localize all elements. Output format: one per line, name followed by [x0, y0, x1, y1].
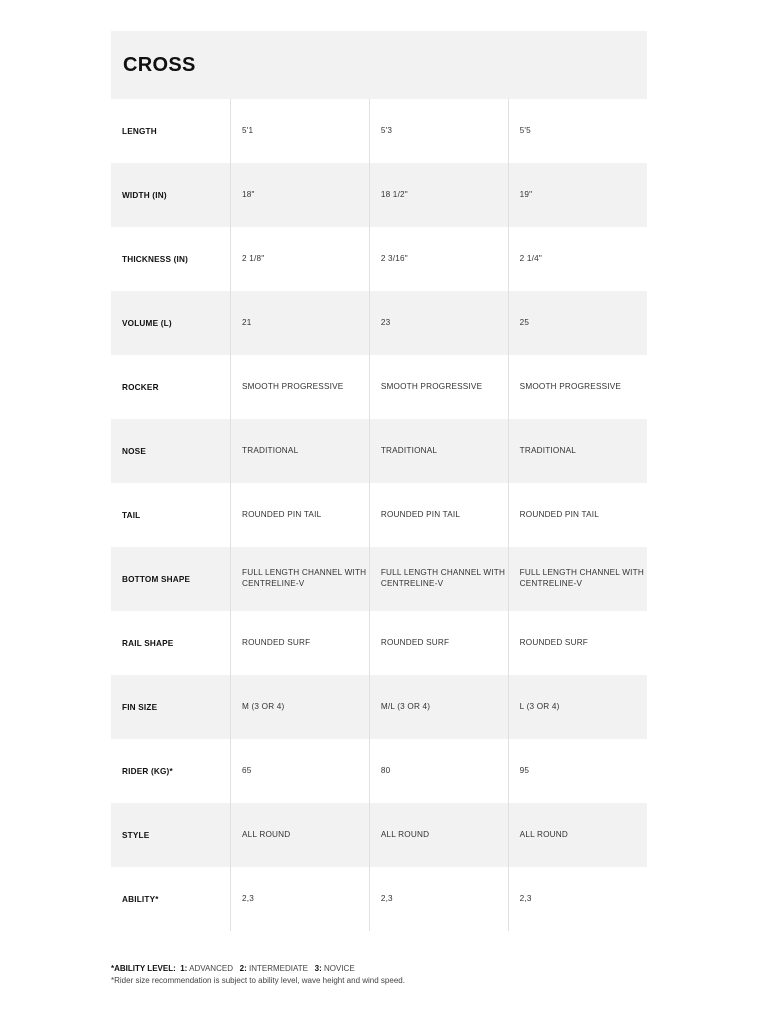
table-row	[111, 419, 647, 483]
spec-value: ALL ROUND	[231, 803, 370, 867]
table-row	[111, 291, 647, 355]
spec-value: 95	[508, 739, 647, 803]
table-row	[111, 803, 647, 867]
page-title: CROSS	[123, 53, 196, 76]
spec-sheet	[111, 31, 647, 931]
spec-value: SMOOTH PROGRESSIVE	[231, 355, 370, 419]
spec-label: TAIL	[122, 510, 141, 520]
spec-value: ROUNDED PIN TAIL	[231, 483, 370, 547]
spec-value: 23	[369, 291, 508, 355]
table-row	[111, 227, 647, 291]
table-row	[111, 739, 647, 803]
spec-value: 2 1/4"	[508, 227, 647, 291]
level-2-number: 2:	[239, 964, 247, 973]
table-row	[111, 675, 647, 739]
spec-label: ABILITY*	[122, 894, 159, 904]
spec-value: L (3 OR 4)	[508, 675, 647, 739]
table-row	[111, 163, 647, 227]
spec-value: 65	[231, 739, 370, 803]
header-band	[111, 31, 647, 99]
spec-value: TRADITIONAL	[508, 419, 647, 483]
spec-value: 5'1	[231, 99, 370, 163]
spec-value: ALL ROUND	[508, 803, 647, 867]
table-row	[111, 611, 647, 675]
spec-value: FULL LENGTH CHANNEL WITH CENTRELINE-V	[369, 547, 508, 611]
spec-value: ROUNDED SURF	[231, 611, 370, 675]
table-row	[111, 483, 647, 547]
spec-value: 2 3/16"	[369, 227, 508, 291]
rider-size-note: *Rider size recommendation is subject to ability level, wave height and wind speed.	[111, 976, 405, 986]
spec-label: RIDER (KG)*	[122, 766, 173, 776]
spec-value: 2 1/8"	[231, 227, 370, 291]
spec-label: LENGTH	[122, 126, 157, 136]
spec-label: NOSE	[111, 419, 231, 483]
spec-label: ROCKER	[122, 382, 159, 392]
level-2-text: INTERMEDIATE	[249, 964, 308, 973]
footnotes	[111, 963, 405, 988]
spec-label: FIN SIZE	[111, 675, 231, 739]
spec-value: FULL LENGTH CHANNEL WITH CENTRELINE-V	[508, 547, 647, 611]
spec-value: 18"	[231, 163, 370, 227]
spec-label: RAIL SHAPE	[122, 638, 174, 648]
spec-value: 18 1/2"	[369, 163, 508, 227]
spec-value: ROUNDED SURF	[508, 611, 647, 675]
spec-value: ROUNDED PIN TAIL	[369, 483, 508, 547]
spec-value: ALL ROUND	[369, 803, 508, 867]
table-row	[111, 867, 647, 931]
table-row	[111, 547, 647, 611]
spec-value: M/L (3 OR 4)	[369, 675, 508, 739]
spec-label: VOLUME (L)	[111, 291, 231, 355]
ability-legend	[111, 963, 405, 975]
spec-value: M (3 OR 4)	[231, 675, 370, 739]
spec-label: BOTTOM SHAPE	[111, 547, 231, 611]
ability-legend-heading: *ABILITY LEVEL:	[111, 964, 176, 973]
spec-label: WIDTH (IN)	[111, 163, 231, 227]
spec-value: 2,3	[231, 867, 370, 931]
spec-value: SMOOTH PROGRESSIVE	[369, 355, 508, 419]
spec-value: 5'3	[369, 99, 508, 163]
spec-value: 5'5	[508, 99, 647, 163]
spec-value: 21	[231, 291, 370, 355]
spec-value: TRADITIONAL	[369, 419, 508, 483]
spec-value: 19"	[508, 163, 647, 227]
spec-value: 2,3	[369, 867, 508, 931]
spec-value: 80	[369, 739, 508, 803]
spec-value: TRADITIONAL	[231, 419, 370, 483]
spec-value: ROUNDED PIN TAIL	[508, 483, 647, 547]
spec-value: FULL LENGTH CHANNEL WITH CENTRELINE-V	[231, 547, 370, 611]
spec-value: 25	[508, 291, 647, 355]
spec-value: ROUNDED SURF	[369, 611, 508, 675]
level-1-number: 1:	[180, 964, 188, 973]
level-3-number: 3:	[314, 964, 322, 973]
spec-value: SMOOTH PROGRESSIVE	[508, 355, 647, 419]
level-1-text: ADVANCED	[189, 964, 233, 973]
spec-value: 2,3	[508, 867, 647, 931]
table-row	[111, 99, 647, 163]
spec-table	[111, 99, 647, 931]
spec-label: THICKNESS (IN)	[122, 254, 189, 264]
level-3-text: NOVICE	[324, 964, 355, 973]
spec-label: STYLE	[111, 803, 231, 867]
table-row	[111, 355, 647, 419]
